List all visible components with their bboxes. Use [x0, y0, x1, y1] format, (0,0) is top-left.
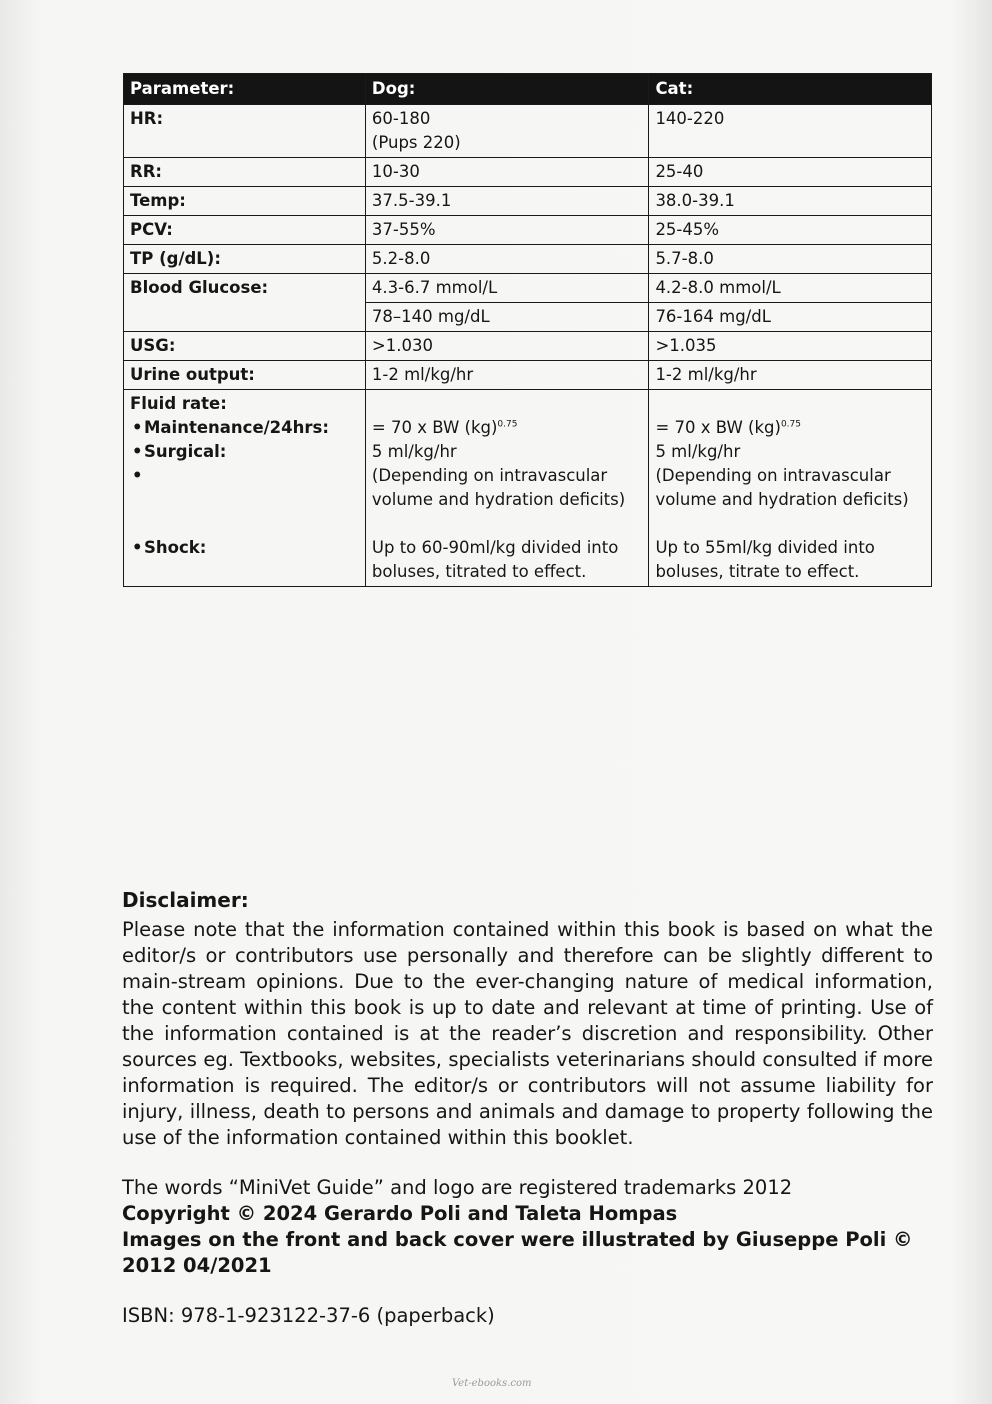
exponent: 0.75	[497, 419, 518, 430]
watermark-logo: Vet-ebooks.com	[452, 1378, 532, 1389]
cat-value: 5.7-8.0	[649, 245, 932, 274]
copyright-line: Copyright © 2024 Gerardo Poli and Taleta Hompas	[122, 1202, 678, 1225]
dog-maintenance	[372, 416, 643, 440]
cat-shock: Up to 55ml/kg divided into boluses, titrate to effect.	[655, 538, 875, 581]
cat-value: 140-220	[649, 105, 932, 158]
cat-value: 1-2 ml/kg/hr	[649, 361, 932, 390]
fluid-spacer	[655, 392, 925, 416]
vital-parameters-table	[123, 73, 932, 587]
surgical-label: • Surgical:	[130, 440, 359, 464]
exponent: 0.75	[780, 419, 801, 430]
cat-value: 25-40	[649, 158, 932, 187]
fluid-list	[130, 416, 359, 560]
dog-surgical: 5 ml/kg/hr	[371, 442, 457, 461]
cat-surgical-note: (Depending on intravascular volume and hydration deficits)	[655, 466, 909, 509]
dog-value: 78–140 mg/dL	[365, 303, 649, 332]
shock-label: • Shock:	[130, 536, 359, 560]
cat-maintenance-text: = 70 x BW (kg)	[655, 418, 781, 437]
param-label: HR:	[124, 105, 366, 158]
fluid-rate-label: Fluid rate:	[130, 394, 227, 413]
table-row-pcv	[124, 216, 932, 245]
dog-surgical-note: (Depending on intravascular volume and hydration deficits)	[371, 466, 626, 509]
dog-hr-note: (Pups 220)	[371, 133, 461, 152]
dog-value: >1.030	[365, 332, 649, 361]
header-dog: Dog:	[365, 74, 649, 105]
table-row-fluid	[124, 390, 932, 587]
isbn: ISBN: 978-1-923122-37-6 (paperback)	[122, 1304, 495, 1327]
cat-value: 25-45%	[649, 216, 932, 245]
cat-value: 38.0-39.1	[649, 187, 932, 216]
param-label: PCV:	[124, 216, 366, 245]
dog-value: 37.5-39.1	[365, 187, 649, 216]
param-label: Temp:	[124, 187, 366, 216]
dog-value: 4.3-6.7 mmol/L	[365, 274, 649, 303]
dog-value	[365, 390, 649, 587]
disclaimer-heading: Disclaimer:	[122, 888, 249, 912]
param-label: RR:	[124, 158, 366, 187]
dog-hr: 60-180	[371, 109, 431, 128]
table-row-glucose-mmol	[124, 274, 932, 303]
cat-value: 76-164 mg/dL	[649, 303, 932, 332]
fluid-spacer	[372, 392, 643, 416]
table-row-rr	[124, 158, 932, 187]
dog-maintenance-text: = 70 x BW (kg)	[371, 418, 498, 437]
disclaimer-section	[122, 887, 933, 1151]
header-parameter: Parameter:	[124, 74, 366, 105]
dog-shock: Up to 60-90ml/kg divided into boluses, titrated to effect.	[371, 538, 619, 581]
dog-value: 37-55%	[365, 216, 649, 245]
table-row-usg	[124, 332, 932, 361]
param-label: Urine output:	[124, 361, 366, 390]
param-label: USG:	[124, 332, 366, 361]
images-credit-line: Images on the front and back cover were illustrated by Giuseppe Poli © 2012 04/2021	[122, 1228, 913, 1277]
dog-value: 5.2-8.0	[365, 245, 649, 274]
disclaimer-body: Please note that the information contained within this book is based on what the editor/s or contributors use personally and therefore can be slightly different to main-stream opinions. Due to the ever-changing nature of medical information, the content within this book is up to date and relevant at time of printing. Use of the information contained is at the reader’s discretion and responsibility. Other sources eg. Textbooks, websites, specialists veterinarians should consulted if more information is required. The editor/s or contributors will not assume liability for injury, illness, death to persons and animals and damage to property following the use of the information contained within this booklet.	[122, 918, 933, 1149]
header-cat: Cat:	[649, 74, 932, 105]
dog-value: 10-30	[365, 158, 649, 187]
table-header-row	[124, 74, 932, 105]
table-row-temp	[124, 187, 932, 216]
maintenance-label: • Maintenance/24hrs:	[130, 416, 359, 440]
param-label: Blood Glucose:	[124, 274, 366, 332]
param-label	[124, 390, 366, 587]
dog-value	[365, 105, 649, 158]
trademark-section	[122, 1175, 933, 1279]
cat-value: 4.2-8.0 mmol/L	[649, 274, 932, 303]
cat-value	[649, 390, 932, 587]
fluid-spacer	[130, 464, 359, 536]
table-row-hr	[124, 105, 932, 158]
cat-maintenance	[655, 416, 925, 440]
table-row-tp	[124, 245, 932, 274]
cat-value: >1.035	[649, 332, 932, 361]
dog-value: 1-2 ml/kg/hr	[365, 361, 649, 390]
trademark-line: The words “MiniVet Guide” and logo are registered trademarks 2012	[122, 1176, 793, 1199]
cat-surgical: 5 ml/kg/hr	[655, 442, 741, 461]
param-label: TP (g/dL):	[124, 245, 366, 274]
table-row-urine	[124, 361, 932, 390]
